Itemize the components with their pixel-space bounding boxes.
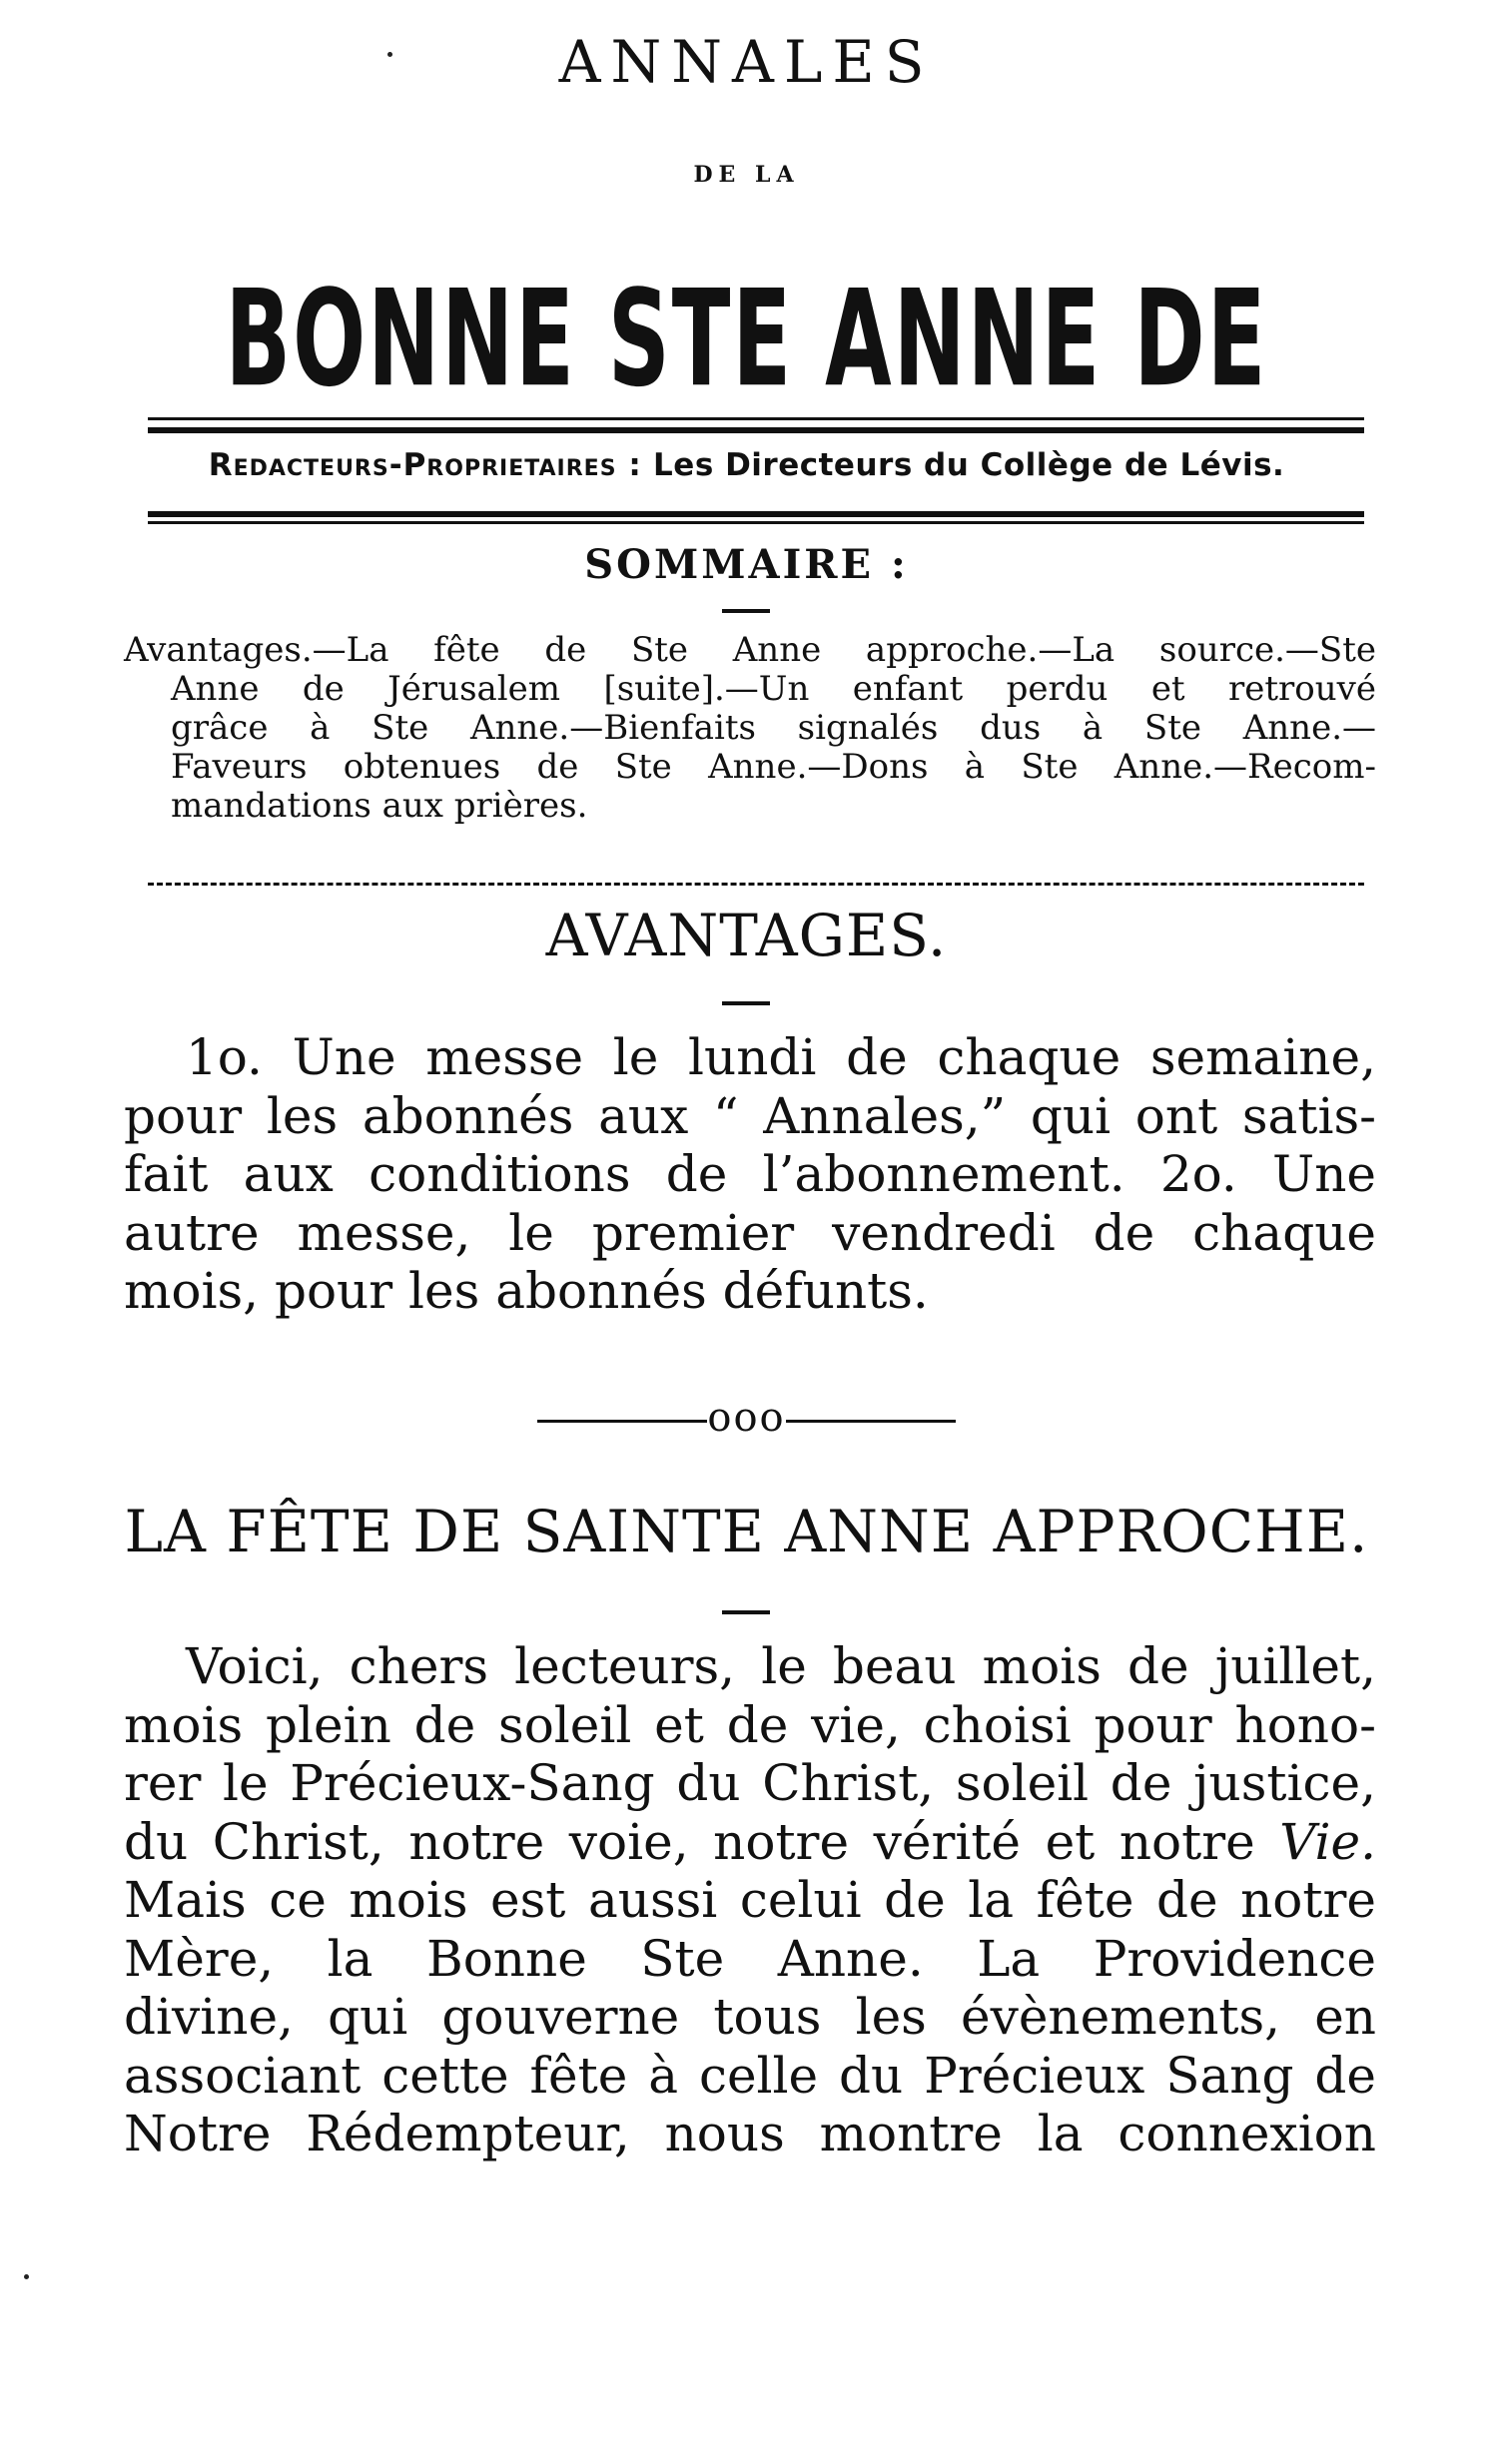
fete-line: Voici, chers lecteurs, le beau mois de juillet, [186, 1637, 1376, 1695]
separator-bar-right [786, 1420, 956, 1423]
fete-line: mois plein de soleil et de vie, choisi pour hono- [124, 1695, 1376, 1754]
fete-dash [722, 1610, 770, 1614]
avantages-title: AVANTAGES. [545, 902, 948, 969]
avantages-dash [722, 1001, 770, 1005]
fete-line: divine, qui gouverne tous les évènements, en [124, 1988, 1376, 2046]
masthead-title-main: BONNE STE ANNE DE [225, 262, 1268, 417]
editors-line [120, 447, 1373, 483]
avantages-line: autre messe, le premier vendredi de chaque [124, 1203, 1376, 1262]
editors-rule-upper [148, 511, 1364, 517]
fete-line: rer le Précieux-Sang du Christ, soleil de justice, [124, 1754, 1376, 1812]
masthead-rule-lower [148, 427, 1364, 433]
sommaire-dash [722, 609, 770, 613]
sommaire-line: grâce à Ste Anne.—Bienfaits signalés dus à Ste Anne.— [171, 708, 1376, 748]
section-separator [120, 1395, 1373, 1441]
avantages-line: pour les abonnés aux “ Annales,” qui ont satis- [124, 1086, 1376, 1145]
separator-text: ooo [707, 1395, 786, 1441]
fete-body [124, 1637, 1376, 2163]
avantages-line: mois, pour les abonnés défunts. [124, 1262, 929, 1320]
avantages-line: fait aux conditions de l’abonnement. 2o. Une [124, 1145, 1376, 1203]
fete-line-text: du Christ, notre voie, notre vérité et notre [124, 1812, 1255, 1871]
fete-line: Mais ce mois est aussi celui de la fête de notre [124, 1871, 1376, 1929]
fete-line: associant cette fête à celle du Précieux Sang de [124, 2046, 1376, 2105]
print-speck [24, 2274, 29, 2279]
editors-label: Redacteurs-Proprietaires : [208, 447, 642, 483]
avantages-line: 1o. Une messe le lundi de chaque semaine, [186, 1028, 1376, 1086]
sommaire-rule [148, 883, 1364, 886]
fete-line-with-italic [124, 1813, 1376, 1872]
sommaire-line: Avantages.—La fête de Ste Anne approche.—La source.—Ste [124, 630, 1376, 670]
sommaire-title: SOMMAIRE : [584, 541, 909, 588]
separator-bar-left [537, 1420, 707, 1423]
sommaire-line: mandations aux prières. [171, 786, 588, 826]
fete-italic-word: Vie. [1279, 1812, 1376, 1871]
editors-rule-lower [148, 521, 1364, 524]
fete-line: Mère, la Bonne Ste Anne. La Providence [124, 1929, 1376, 1988]
masthead-title-de: DE LA [693, 162, 800, 188]
sommaire-line: Anne de Jérusalem [suite].—Un enfant perdu et retrouvé [171, 669, 1376, 709]
fete-line: Notre Rédempteur, nous montre la connexion [124, 2105, 1376, 2162]
masthead-title-top: ANNALES [558, 28, 935, 96]
fete-title: LA FÊTE DE SAINTE ANNE APPROCHE. [124, 1498, 1369, 1565]
print-speck [387, 52, 392, 57]
masthead-rule-upper [148, 417, 1364, 420]
sommaire-body [124, 631, 1376, 826]
avantages-body [124, 1028, 1376, 1321]
editors-value: Les Directeurs du Collège de Lévis. [653, 447, 1285, 483]
sommaire-line: Faveurs obtenues de Ste Anne.—Dons à Ste Anne.—Recom- [171, 747, 1376, 787]
